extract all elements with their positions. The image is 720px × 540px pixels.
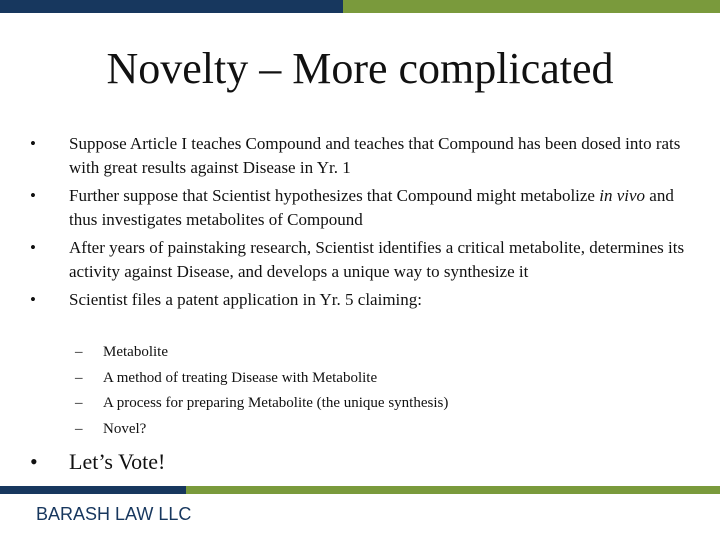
bullet-list bbox=[30, 132, 700, 316]
bullet-icon: • bbox=[30, 449, 38, 474]
sub-bullet-list bbox=[75, 340, 448, 442]
top-accent-bar-navy bbox=[0, 0, 343, 13]
bullet-text: After years of painstaking research, Scientist identifies a critical metabolite, determines its activity against Disease, and develops a unique way to synthesize it bbox=[69, 238, 685, 281]
bullet-icon: • bbox=[30, 186, 36, 205]
bottom-accent-bar-navy bbox=[0, 486, 186, 494]
bottom-accent-bar-green bbox=[186, 486, 720, 494]
footer-firm-name: BARASH LAW LLC bbox=[36, 504, 192, 524]
bullet-text-tail: and thus investigates metabolites of Compound bbox=[69, 186, 674, 229]
bullet-item-3 bbox=[30, 236, 700, 284]
sub-item-3 bbox=[75, 391, 448, 417]
slide-title: Novelty – More complicated bbox=[106, 44, 614, 93]
bullet-icon: • bbox=[30, 134, 36, 153]
sub-item-text: A method of treating Disease with Metabolite bbox=[103, 369, 378, 386]
closing-text: Let’s Vote! bbox=[69, 449, 166, 474]
dash-icon: – bbox=[75, 420, 83, 437]
sub-item-2 bbox=[75, 366, 448, 392]
bullet-text: Further suppose that Scientist hypothesizes that Compound might metabolize bbox=[69, 186, 600, 205]
bullet-item-4 bbox=[30, 288, 700, 312]
sub-item-text: Novel? bbox=[103, 420, 147, 437]
dash-icon: – bbox=[75, 369, 83, 386]
bullet-text: Scientist files a patent application in Yr. 5 claiming: bbox=[69, 290, 422, 309]
top-accent-bar-green bbox=[343, 0, 720, 13]
bullet-text: Suppose Article I teaches Compound and teaches that Compound has been dosed into rats with great results against Disease in Yr. 1 bbox=[69, 134, 681, 177]
bullet-item-1 bbox=[30, 132, 700, 180]
bullet-text-italic: in vivo bbox=[599, 186, 646, 205]
bullet-icon: • bbox=[30, 290, 36, 309]
sub-item-text: A process for preparing Metabolite (the unique synthesis) bbox=[103, 395, 449, 411]
closing-bullet bbox=[30, 447, 165, 477]
dash-icon: – bbox=[75, 395, 83, 411]
bullet-icon: • bbox=[30, 238, 36, 257]
dash-icon: – bbox=[75, 344, 83, 360]
sub-item-1 bbox=[75, 340, 448, 366]
bullet-item-2 bbox=[30, 184, 700, 232]
sub-item-text: Metabolite bbox=[103, 344, 168, 360]
sub-item-4 bbox=[75, 417, 448, 443]
